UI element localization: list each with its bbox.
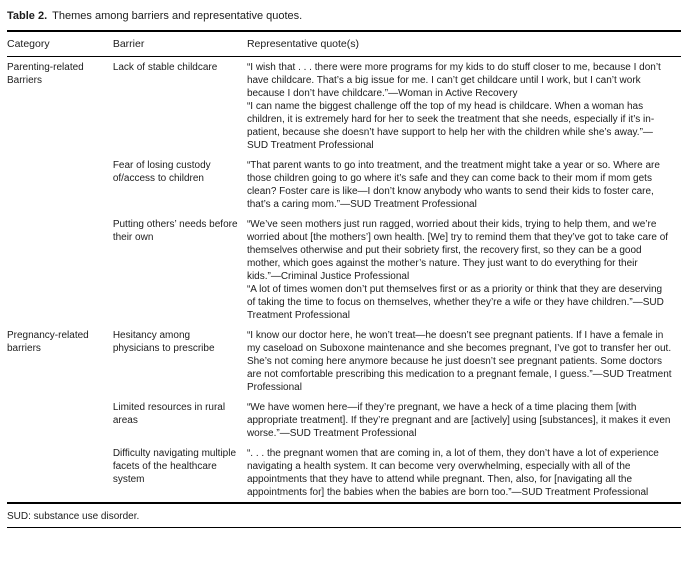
table-footnote: SUD: substance use disorder.	[7, 504, 681, 528]
quote-paragraph: “I wish that . . . there were more programs for my kids to do stuff closer to me, because I don’t have childcare. That’s a big issue for me. I can’t get childcare until I work, but I can’t work because I don’t have childcare.”—Woman in Active Recovery	[246, 62, 661, 99]
quote-paragraph: “I can name the biggest challenge off the top of my head is childcare. When a woman has children, it is extremely hard for her to seek the treatment that she needs, especially if it’s in-patient, because she doesn’t have support to help her with the children while she’s away.”—SUD Treatment Professional	[246, 101, 655, 151]
quote-cell	[247, 214, 681, 325]
quote-paragraph: “I know our doctor here, he won’t treat—he doesn’t see pregnant patients. If I have a female in my caseload on Suboxone maintenance and she becomes pregnant, I’ve got to transfer her out. She’s not coming here anymore because he just doesn’t see pregnant patients. Some doctors are not comfortable prescribing this medication to a pregnant female, I guess.”—SUD Treatment Professional	[246, 330, 672, 393]
barrier-cell: Difficulty navigating multiple facets of the healthcare system	[112, 448, 237, 485]
quote-paragraph: “That parent wants to go into treatment, and the treatment might take a year or so. Where are those children going to go where it’s safe and they can come back to their mom if mom gets clean? Foster care is like—I don’t know anybody who wants to send their kids to foster care, that’s a caring mom.”—SUD Treatment Professional	[246, 160, 660, 210]
category-cell: Pregnancy-related barriers	[7, 330, 89, 354]
column-header-quotes: Representative quote(s)	[247, 31, 681, 57]
quote-cell	[247, 325, 681, 397]
category-cell: Parenting-related Barriers	[7, 62, 84, 86]
column-header-category: Category	[7, 31, 113, 57]
barrier-cell: Fear of losing custody of/access to children	[112, 160, 211, 184]
header-row	[7, 31, 681, 57]
quote-cell	[247, 155, 681, 214]
quote-cell	[247, 57, 681, 156]
table-caption	[7, 9, 681, 23]
column-header-barrier: Barrier	[113, 31, 247, 57]
barriers-table	[7, 30, 681, 504]
quote-paragraph: “We have women here—if they’re pregnant, we have a heck of a time placing them [with appropriate treatment]. If they’re pregnant and are [actively] using [substances], it makes it even worse.”—SUD Treatment Professional	[246, 402, 671, 439]
table-row	[7, 57, 681, 156]
barrier-cell: Putting others’ needs before their own	[112, 219, 238, 243]
quote-paragraph: “A lot of times women don’t put themselves first or as a priority or think that they are deserving of taking the time to focus on themselves, whether they’re a wife or they have children.”—SUD Treatment Professional	[246, 284, 664, 321]
table-caption-text: Themes among barriers and representative quotes.	[52, 10, 303, 22]
barrier-cell: Limited resources in rural areas	[112, 402, 226, 426]
barrier-cell: Lack of stable childcare	[112, 62, 218, 73]
quote-paragraph: “. . . the pregnant women that are coming in, a lot of them, they don’t have a lot of experience navigating a health system. It can become very overwhelming, especially with all of the appointments that they have to attend while pregnant. Then, also, for [navigating all the appointments for] the babies when the babies are born too.”—SUD Treatment Professional	[246, 448, 659, 498]
quote-cell	[247, 397, 681, 443]
table-row	[7, 325, 681, 397]
quote-paragraph: “We’ve seen mothers just run ragged, worried about their kids, trying to help them, and we’re worried about [the mothers’] own health. [We] try to remind them that they’ve got to take care of themselves otherwise and put their sobriety first, the recovery first, so they can be a good mother, which goes against the mother’s nature. They just want to do everything for their kids.”—Criminal Justice Professional	[246, 219, 669, 282]
quote-cell	[247, 443, 681, 503]
barrier-cell: Hesitancy among physicians to prescribe	[112, 330, 215, 354]
table-caption-label: Table 2.	[7, 10, 48, 22]
